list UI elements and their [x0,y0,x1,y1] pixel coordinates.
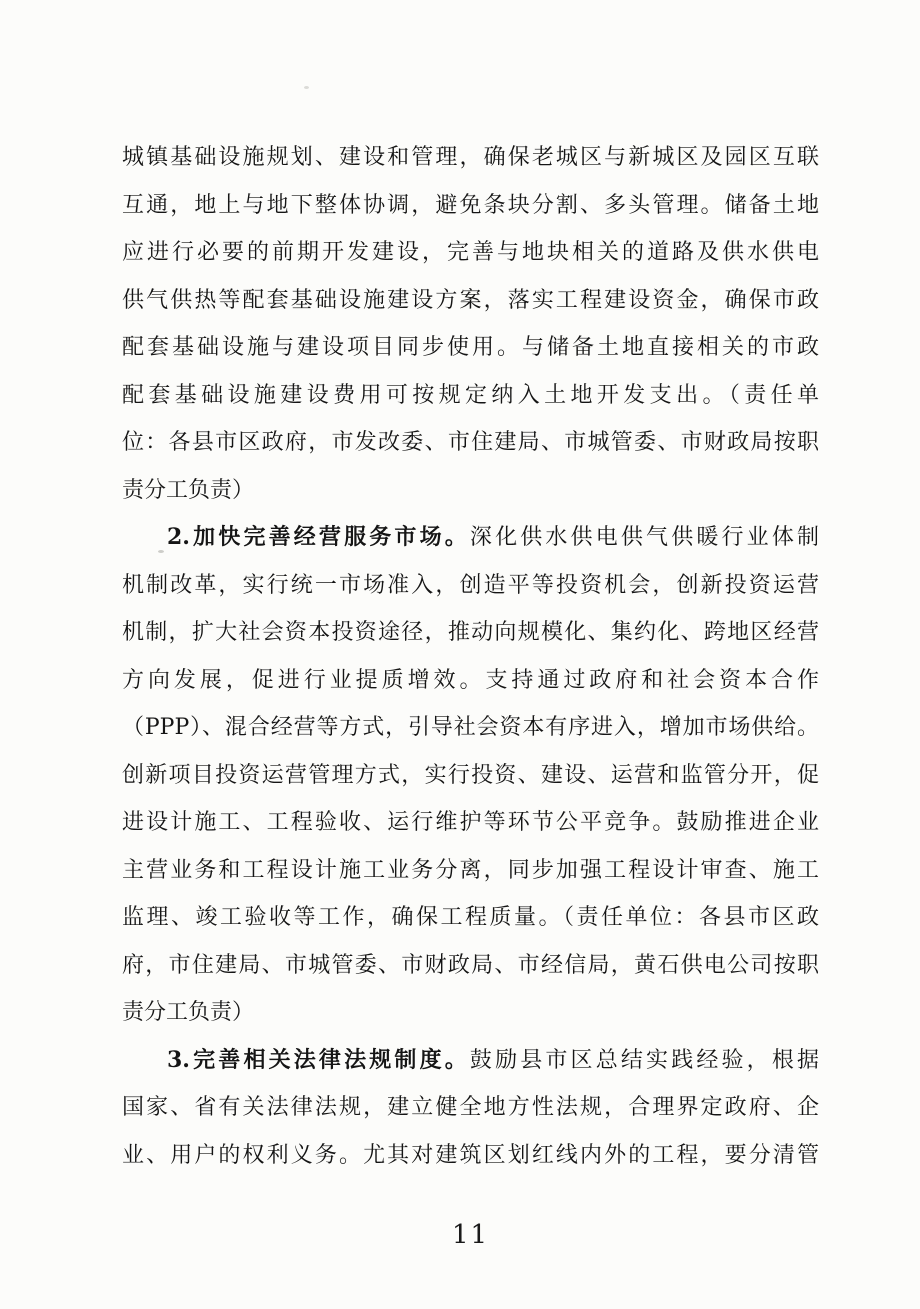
text-line: 互通，地上与地下整体协调，避免条块分割、多头管理。储备土地 [122,192,819,218]
scan-artifact [304,86,309,89]
text-line: 进设计施工、工程验收、运行维护等环节公平竞争。鼓励推进企业 [122,810,819,835]
text-line: 位：各县市区政府，市发改委、市住建局、市城管委、市财政局按职 [122,430,819,455]
text-line: 责分工负责） [122,1000,255,1025]
text-line: （PPP）、混合经营等方式，引导社会资本有序进入，增加市场供给。 [122,715,819,740]
text-line: 监理、竣工验收等工作，确保工程质量。（责任单位：各县市区政 [122,905,819,930]
paragraph-heading: 2.加快完善经营服务市场。 [167,524,470,550]
text-line: 配套基础设施与建设项目同步使用。与储备土地直接相关的市政 [122,335,819,360]
text-line: 国家、省有关法律法规，建立健全地方性法规，合理界定政府、企 [122,1095,819,1120]
text-line: 机制改革，实行统一市场准入，创造平等投资机会，创新投资运营 [122,572,819,598]
paragraph-heading: 3.完善相关法律法规制度。 [167,1046,470,1073]
text-line: 3.完善相关法律法规制度。鼓励县市区总结实践经验，根据 [167,1046,819,1073]
page-number: 11 [451,1220,490,1250]
text-line: 城镇基础设施规划、建设和管理，确保老城区与新城区及园区互联 [122,145,819,170]
text-line: 业、用户的权利义务。尤其对建筑区划红线内外的工程，要分清管 [122,1142,819,1168]
text-line: 机制，扩大社会资本投资途径，推动向规模化、集约化、跨地区经营 [122,620,819,645]
document-body [122,134,819,1179]
text-line: 供气供热等配套基础设施建设方案，落实工程建设资金，确保市政 [122,287,819,313]
text-line: 应进行必要的前期开发建设，完善与地块相关的道路及供水供电 [122,240,819,265]
text-line: 方向发展，促进行业提质增效。支持通过政府和社会资本合作 [122,667,819,693]
text-line: 主营业务和工程设计施工业务分离，同步加强工程设计审查、施工 [122,857,819,883]
scan-artifact [158,550,164,553]
text-line: 2.加快完善经营服务市场。深化供水供电供气供暖行业体制 [167,524,819,550]
text-line: 责分工负责） [122,477,255,503]
text-line: 配套基础设施建设费用可按规定纳入土地开发支出。（责任单 [122,382,819,408]
text-line: 府，市住建局、市城管委、市财政局、市经信局，黄石供电公司按职 [122,952,819,978]
text-line: 创新项目投资运营管理方式，实行投资、建设、运营和监管分开，促 [122,762,819,788]
